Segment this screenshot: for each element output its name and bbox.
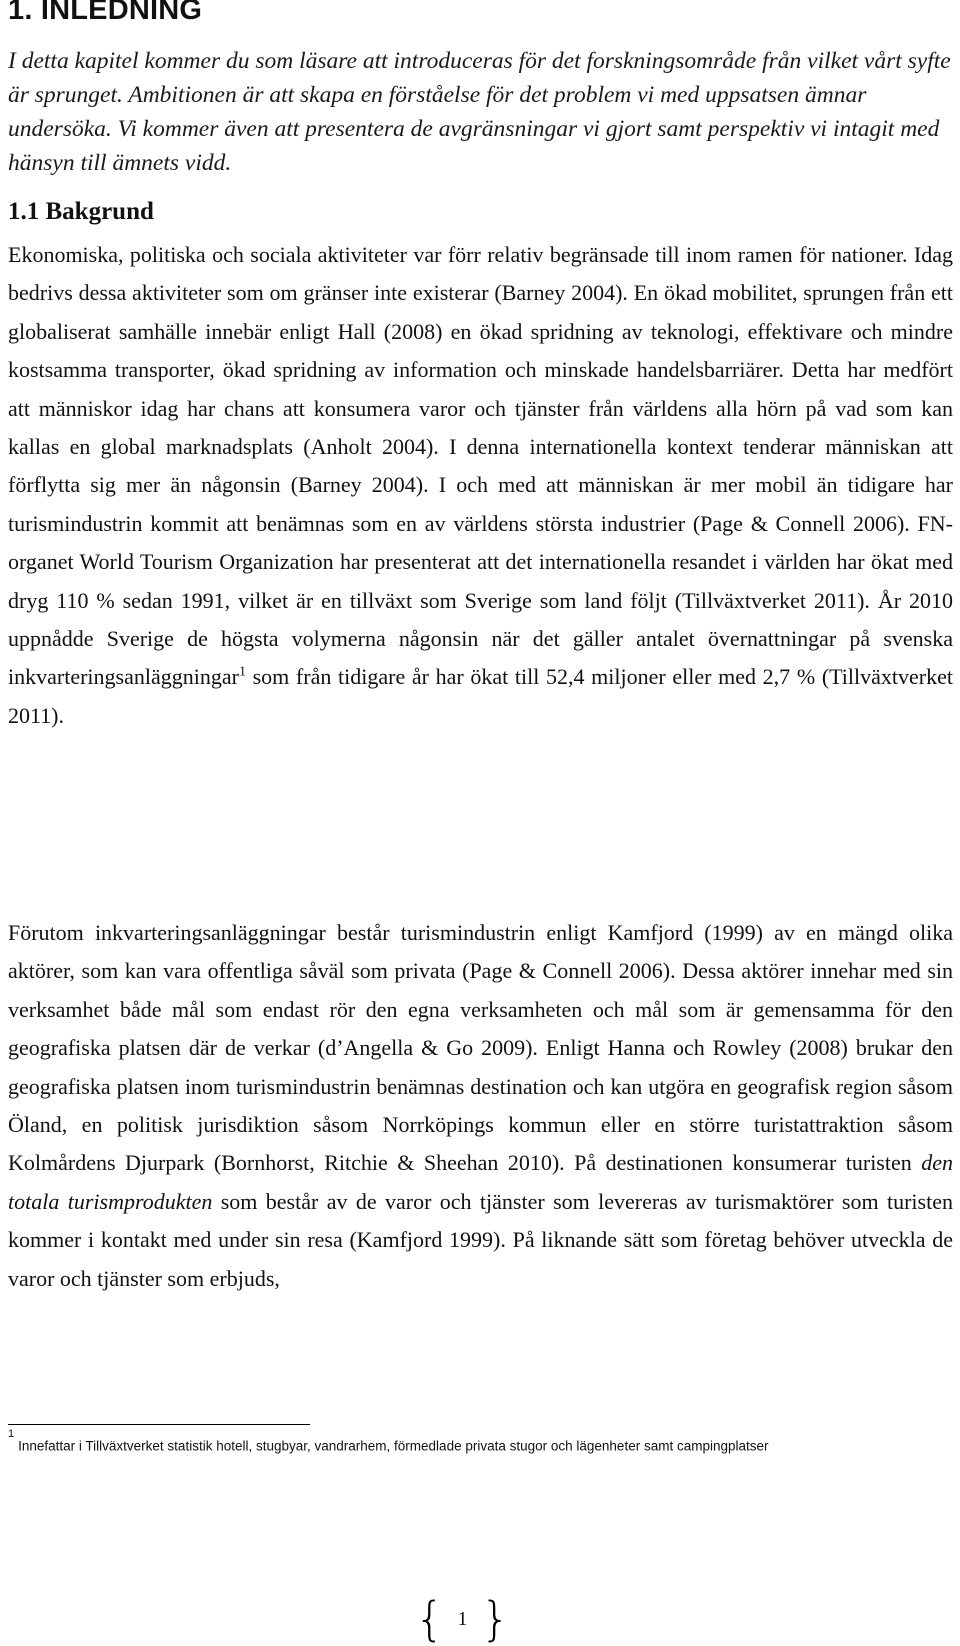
footnote (8, 1428, 769, 1454)
right-brace-icon: } (480, 1592, 510, 1646)
footnote-reference: 1 (238, 665, 246, 681)
footnote-marker: 1 (8, 1428, 15, 1440)
paragraph-2-text-end: som består av de varor och tjänster som levereras av turismaktörer som turisten kommer i kontakt med under sin resa (Kamfjord 1999). På liknande sätt som företag behöver utveckla de varor och tjänster som erbjuds, (8, 1188, 953, 1291)
left-brace-icon: { (415, 1592, 445, 1646)
paragraph-1-text-end: som från tidigare år har ökat till 52,4 miljoner eller med 2,7 % (Tillväxtverket 2011). (8, 664, 953, 728)
background-paragraph-1 (8, 236, 953, 735)
footnote-text: Innefattar i Tillväxtverket statistik hotell, stugbyar, vandrarhem, förmedlade privata stugor och lägenheter samt campingplatser (18, 1438, 769, 1454)
chapter-heading: 1. INLEDNING (8, 0, 203, 26)
background-paragraph-2 (8, 914, 953, 1298)
paragraph-2-text: Förutom inkvarteringsanläggningar består turismindustrin enligt Kamfjord (1999) av en mängd olika aktörer, som kan vara offentliga såväl som privata (Page & Connell 2006). Dessa aktörer innehar med sin verksamhet både mål som endast rör den egna verksamheten och mål som är gemensamma för den geografiska platsen där de verkar (d’Angella & Go 2009). Enligt Hanna och Rowley (2008) brukar den geografiska platsen inom turismindustrin benämnas destination och kan utgöra en geografisk region såsom Öland, en politisk jurisdiktion såsom Norrköpings kommun eller en större turistattraktion såsom Kolmårdens Djurpark (Bornhorst, Ritchie & Sheehan 2010). På destinationen konsumerar turisten (8, 920, 953, 1176)
emphasized-term: den totala turismprodukten (8, 1150, 953, 1214)
section-heading: 1.1 Bakgrund (8, 198, 154, 225)
page-number-box (415, 1592, 510, 1646)
footnote-separator (8, 1424, 310, 1425)
chapter-intro: I detta kapitel kommer du som läsare att introduceras för det forskningsområde från vilket vårt syfte är sprunget. Ambitionen är att skapa en förståelse för det problem vi med uppsatsen ämnar undersöka. Vi kommer även att presentera de avgränsningar vi gjort samt perspektiv vi intagit med hänsyn till ämnets vidd. (8, 48, 951, 176)
page-number: 1 (457, 1608, 468, 1630)
paragraph-1-text: Ekonomiska, politiska och sociala aktiviteter var förr relativ begränsade till inom ramen för nationer. Idag bedrivs dessa aktiviteter som om gränser inte existerar (Barney 2004). En ökad mobilitet, sprungen från ett globaliserat samhälle innebär enligt Hall (2008) en ökad spridning av teknologi, effektivare och mindre kostsamma transporter, ökad spridning av information och minskade handelsbarriärer. Detta har medfört att människor idag har chans att konsumera varor och tjänster från världens alla hörn på vad som kan kallas en global marknadsplats (Anholt 2004). I denna internationella kontext tenderar människan att förflytta sig mer än någonsin (Barney 2004). I och med att människan är mer mobil än tidigare har turismindustrin kommit att benämnas som en av världens största industrier (Page & Connell 2006). FN-organet World Tourism Organization har presenterat att det internationella resandet i världen har ökat med dryg 110 % sedan 1991, vilket är en tillväxt som Sverige som land följt (Tillväxtverket 2011). År 2010 uppnådde Sverige de högsta volymerna någonsin när det gäller antalet övernattningar på svenska inkvarteringsanläggningar (8, 242, 953, 690)
